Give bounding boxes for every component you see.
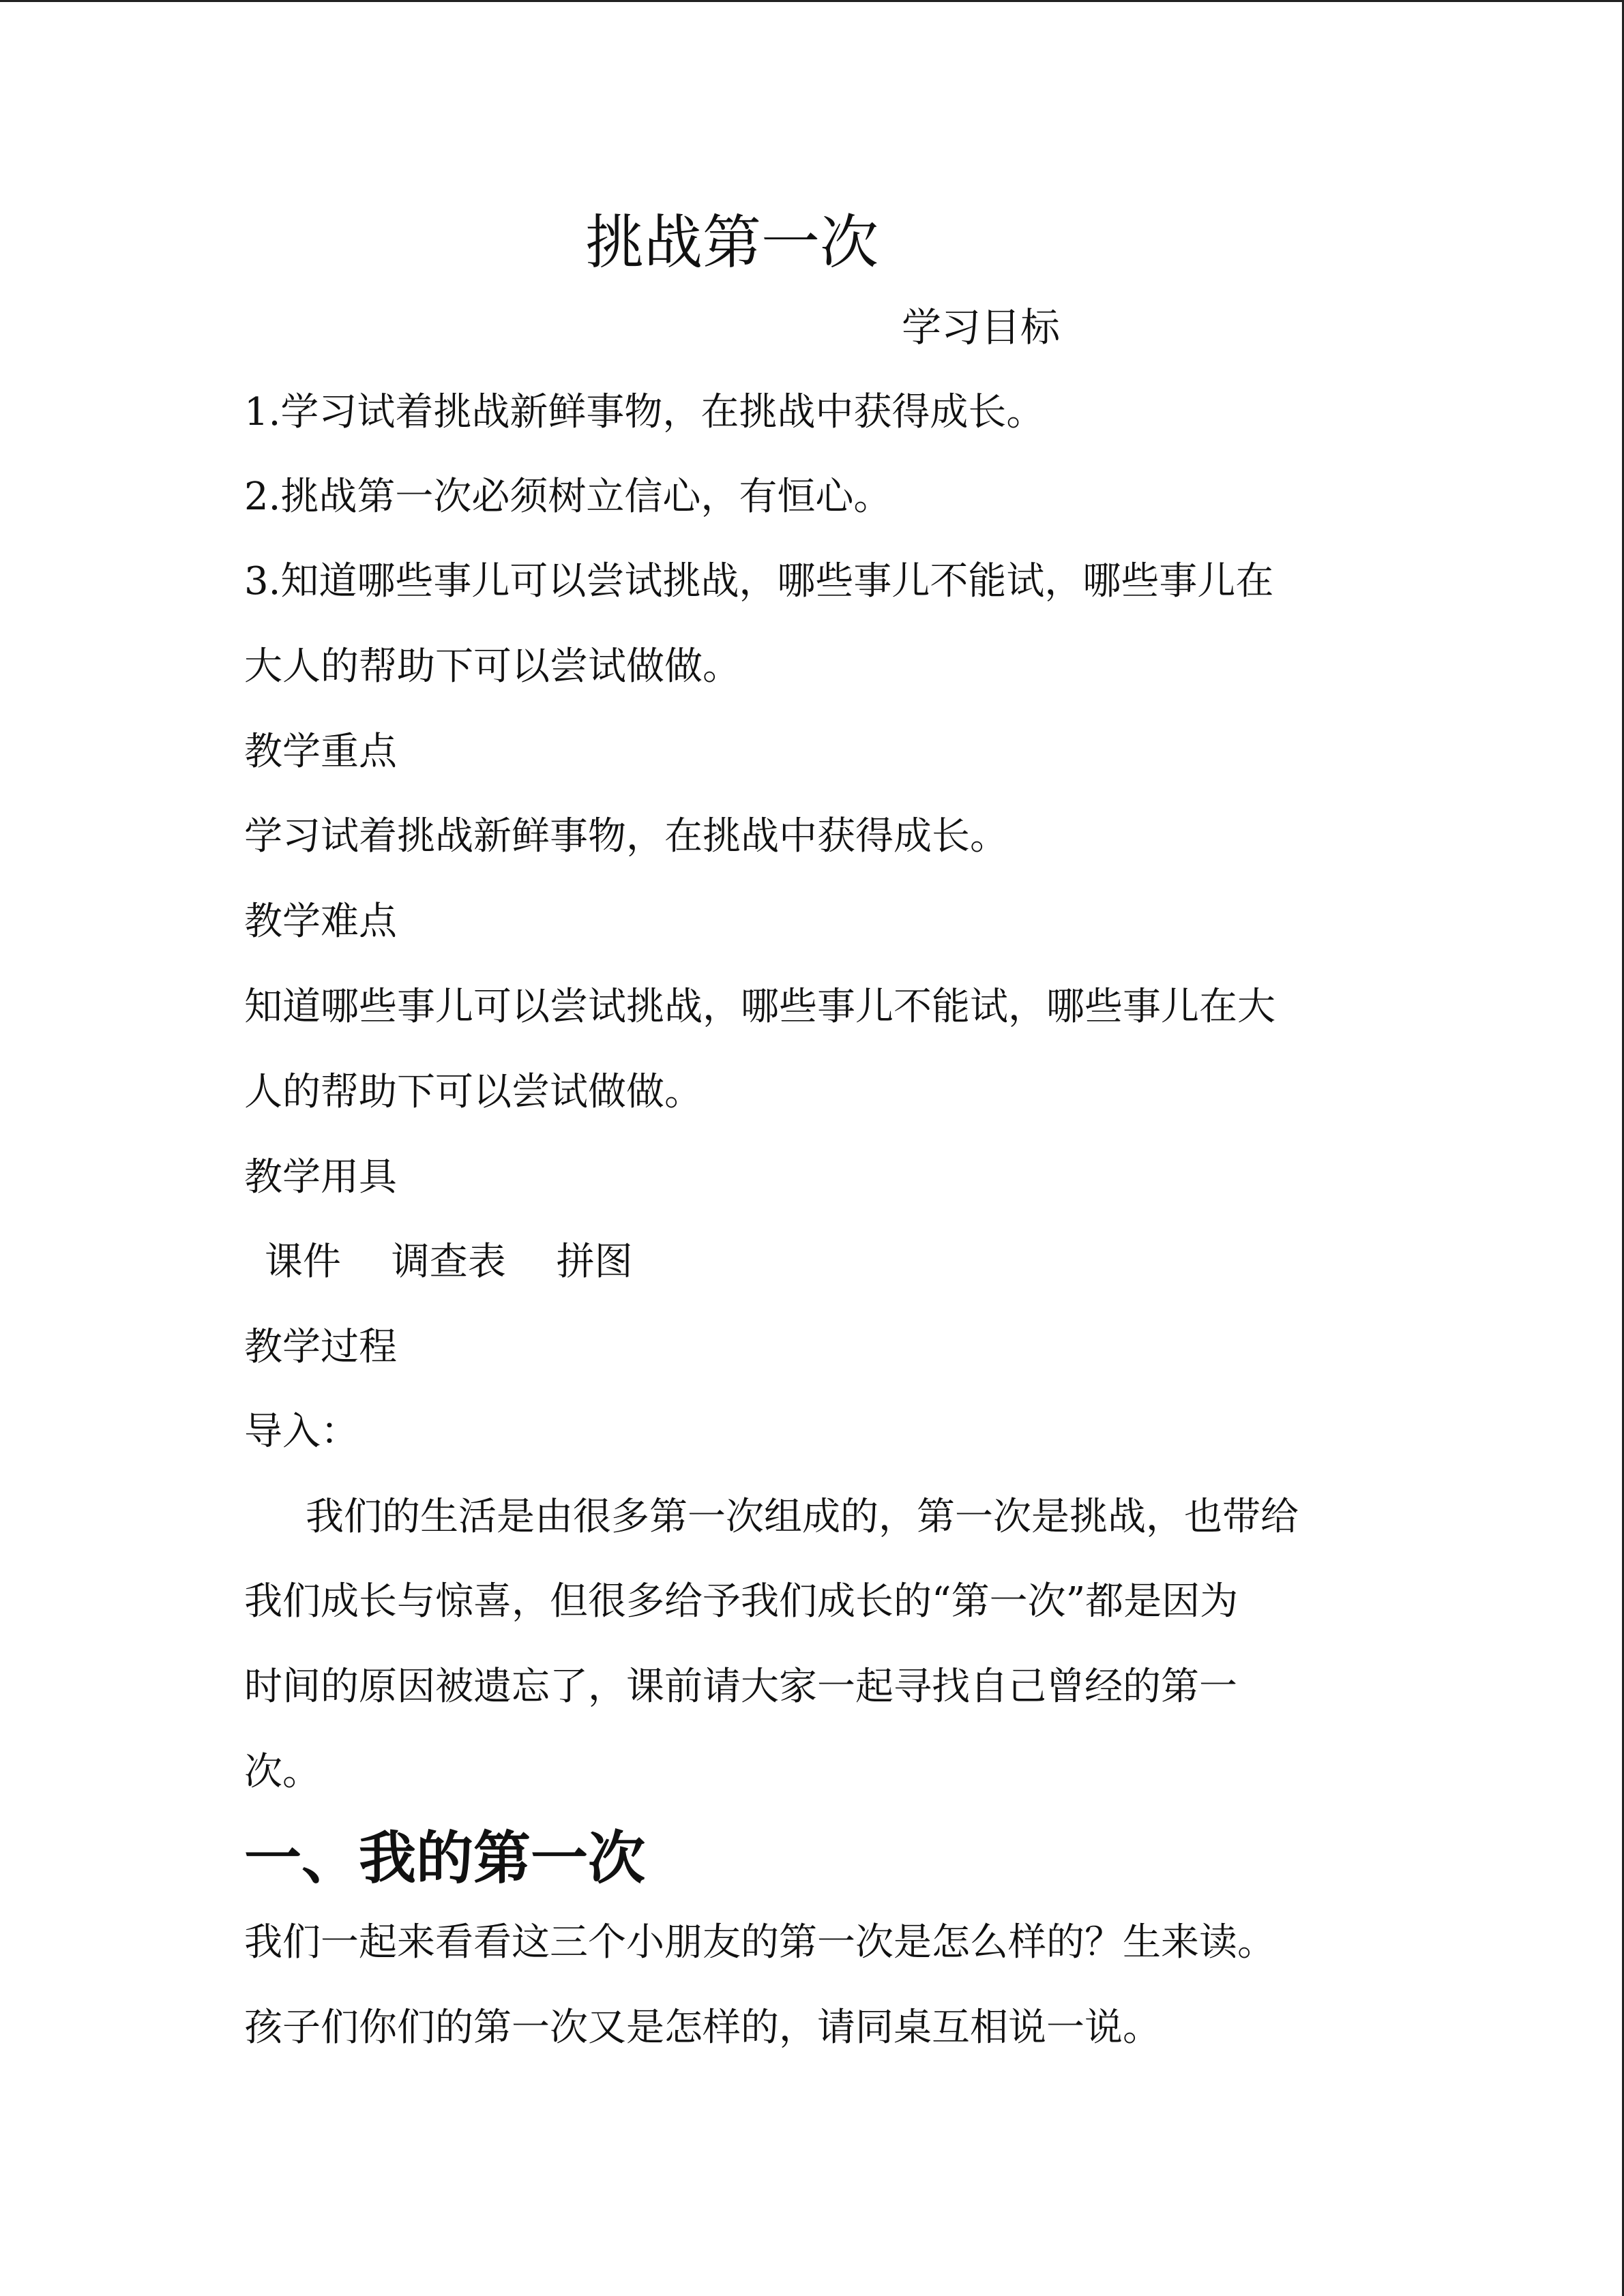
objective-line: 2.挑战第一次必须树立信心，有恒心。 bbox=[244, 475, 892, 519]
intro-label: 导入： bbox=[244, 1410, 359, 1454]
section-one-line: 孩子们你们的第一次又是怎样的，请同桌互相说一说。 bbox=[244, 2006, 1161, 2050]
difficult-points-heading: 教学难点 bbox=[244, 899, 397, 944]
objective-line: 3.知道哪些事儿可以尝试挑战，哪些事儿不能试，哪些事儿在 bbox=[244, 559, 1274, 603]
section-one-heading: 一、我的第一次 bbox=[244, 1824, 646, 1892]
tools-heading: 教学用具 bbox=[244, 1155, 397, 1199]
intro-paragraph-line: 我们的生活是由很多第一次组成的，第一次是挑战，也带给 bbox=[306, 1495, 1299, 1539]
difficult-points-line: 知道哪些事儿可以尝试挑战，哪些事儿不能试，哪些事儿在大 bbox=[244, 985, 1275, 1029]
key-points-heading: 教学重点 bbox=[244, 730, 397, 774]
objective-line: 1.学习试着挑战新鲜事物，在挑战中获得成长。 bbox=[244, 390, 1045, 434]
section-one-line: 我们一起来看看这三个小朋友的第一次是怎么样的？生来读。 bbox=[244, 1920, 1275, 1965]
document-title: 挑战第一次 bbox=[585, 209, 879, 277]
intro-paragraph-line: 时间的原因被遗忘了，课前请大家一起寻找自己曾经的第一 bbox=[244, 1665, 1237, 1709]
key-points-text: 学习试着挑战新鲜事物，在挑战中获得成长。 bbox=[244, 814, 1008, 859]
tools-list: 课件 调查表 拼图 bbox=[265, 1240, 633, 1284]
difficult-points-line: 人的帮助下可以尝试做做。 bbox=[244, 1070, 703, 1114]
objective-line: 大人的帮助下可以尝试做做。 bbox=[244, 644, 741, 689]
process-heading: 教学过程 bbox=[244, 1325, 397, 1369]
intro-paragraph-line: 次。 bbox=[244, 1750, 321, 1794]
learning-objectives-heading: 学习目标 bbox=[902, 304, 1061, 351]
intro-paragraph-line: 我们成长与惊喜，但很多给予我们成长的“第一次”都是因为 bbox=[244, 1579, 1239, 1624]
